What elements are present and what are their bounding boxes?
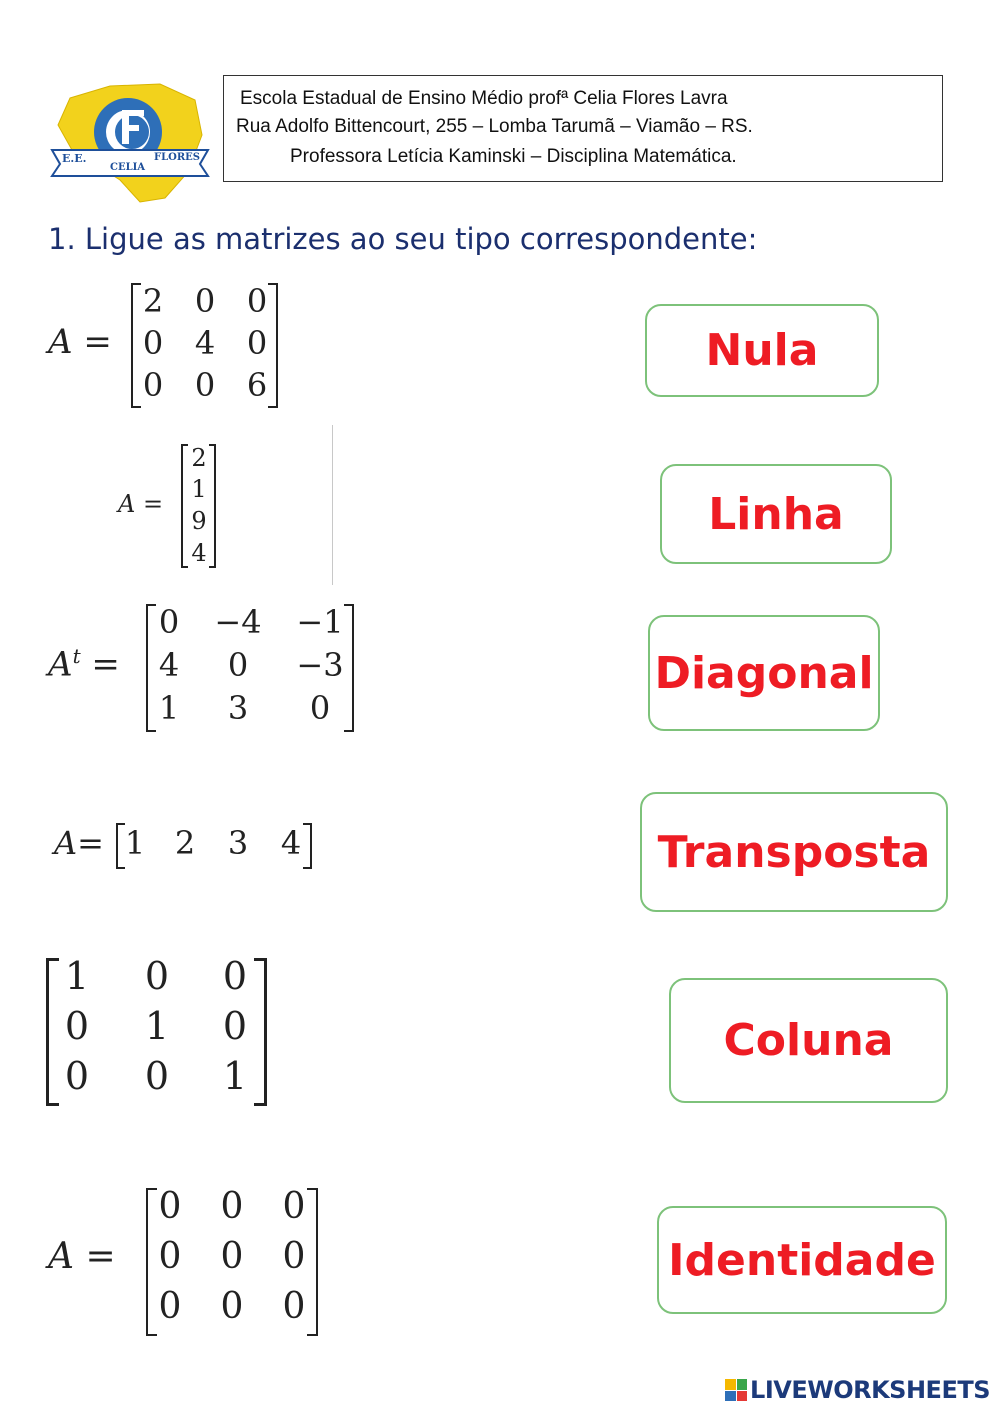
matrix-cell: 4 (194, 324, 216, 362)
matrix-var: A (48, 1236, 74, 1277)
matrix-cell: 6 (246, 366, 268, 404)
bracket-right (209, 444, 216, 568)
answer-label: Linha (708, 488, 844, 540)
matrix-cell: 0 (144, 954, 170, 998)
matrix-cell: −3 (296, 646, 344, 684)
answer-transposta[interactable] (640, 792, 948, 912)
answer-label: Transposta (657, 826, 931, 878)
equals-sign: = (77, 824, 104, 862)
matrix-var: A (54, 824, 78, 862)
matrix-cell: 0 (220, 1286, 244, 1327)
divider-line (332, 425, 333, 585)
equals-sign: = (91, 644, 120, 685)
matrix-cell: 0 (158, 1286, 182, 1327)
brand-text: LIVEWORKSHEETS (750, 1376, 990, 1404)
matrix-cell: 0 (194, 282, 216, 320)
matrix-label (48, 322, 112, 362)
matrix-cell: 0 (158, 1236, 182, 1277)
matrix-cell: 3 (227, 689, 249, 727)
matrix-cell: 0 (144, 1054, 170, 1098)
matrix-var: A (48, 644, 73, 685)
logo-ribbon-left: E.E. (62, 152, 87, 165)
school-name: Escola Estadual de Ensino Médio profª Celia Flores Lavra (240, 88, 728, 109)
matrix-cell: 0 (220, 1186, 244, 1227)
bracket-left (181, 444, 188, 568)
matrix-cell: 1 (158, 689, 180, 727)
school-address: Rua Adolfo Bittencourt, 255 – Lomba Tarumã – Viamão – RS. (236, 116, 753, 137)
answer-nula[interactable] (645, 304, 879, 397)
matrix-cell: 0 (64, 1054, 90, 1098)
answer-linha[interactable] (660, 464, 892, 564)
teacher-discipline: Professora Letícia Kaminski – Disciplina Matemática. (290, 146, 737, 167)
liveworksheets-logo-icon (725, 1379, 747, 1401)
matrix-cell: 1 (144, 1004, 170, 1048)
matrix-cell: 0 (64, 1004, 90, 1048)
answer-identidade[interactable] (657, 1206, 947, 1314)
logo-ribbon-right: FLORES (154, 152, 200, 163)
matrix-cell: 0 (222, 954, 248, 998)
matrix-var: A (118, 490, 136, 518)
matrix-cell: 1 (64, 954, 90, 998)
matrix-cell: 0 (282, 1286, 306, 1327)
matrix-cell: 0 (158, 603, 180, 641)
matrix-cell: 2 (142, 282, 164, 320)
answer-label: Coluna (723, 1015, 894, 1066)
answer-label: Identidade (668, 1234, 936, 1286)
matrix-cell: 0 (142, 324, 164, 362)
question-title: 1. Ligue as matrizes ao seu tipo correspondente: (48, 222, 758, 256)
matrix-label (54, 824, 104, 862)
school-logo (50, 80, 210, 205)
matrix-cell: 4 (191, 539, 207, 567)
school-logo-graphic (50, 80, 210, 205)
matrix-superscript: t (72, 644, 81, 668)
liveworksheets-brand (725, 1375, 990, 1405)
bracket-right (254, 958, 267, 1106)
matrix-cell: 0 (282, 1236, 306, 1277)
answer-label: Diagonal (654, 647, 874, 699)
matrix-cell: 0 (246, 282, 268, 320)
school-header-box (223, 75, 943, 182)
matrix-cell: 3 (227, 824, 249, 862)
matrix-cell: 0 (246, 324, 268, 362)
matrix-cell: −1 (296, 603, 344, 641)
matrix-cell: 0 (220, 1236, 244, 1277)
matrix-cell: 4 (280, 824, 302, 862)
matrix-cell: 1 (222, 1054, 248, 1098)
bracket-right (307, 1188, 318, 1336)
matrix-cell: −4 (214, 603, 262, 641)
equals-sign: = (85, 1236, 116, 1277)
matrix-cell: 0 (142, 366, 164, 404)
answer-diagonal[interactable] (648, 615, 880, 731)
matrix-cell: 2 (191, 444, 207, 472)
answer-label: Nula (705, 325, 819, 376)
equals-sign: = (83, 322, 112, 362)
matrix-cell: 0 (282, 1186, 306, 1227)
matrix-label (48, 644, 120, 684)
bracket-left (46, 958, 59, 1106)
matrix-cell: 0 (158, 1186, 182, 1227)
matrix-cell: 0 (222, 1004, 248, 1048)
matrix-label (48, 1236, 116, 1277)
equals-sign: = (142, 490, 164, 518)
matrix-cell: 0 (309, 689, 331, 727)
matrix-label (118, 490, 163, 518)
matrix-cell: 9 (191, 507, 207, 535)
matrix-cell: 1 (191, 475, 207, 503)
matrix-cell: 0 (227, 646, 249, 684)
matrix-cell: 2 (174, 824, 196, 862)
bracket-right (303, 823, 312, 869)
matrix-var: A (48, 322, 73, 362)
matrix-cell: 0 (194, 366, 216, 404)
matrix-cell: 4 (158, 646, 180, 684)
logo-ribbon-center: CELIA (110, 162, 146, 173)
matrix-cell: 1 (124, 824, 146, 862)
answer-coluna[interactable] (669, 978, 948, 1103)
